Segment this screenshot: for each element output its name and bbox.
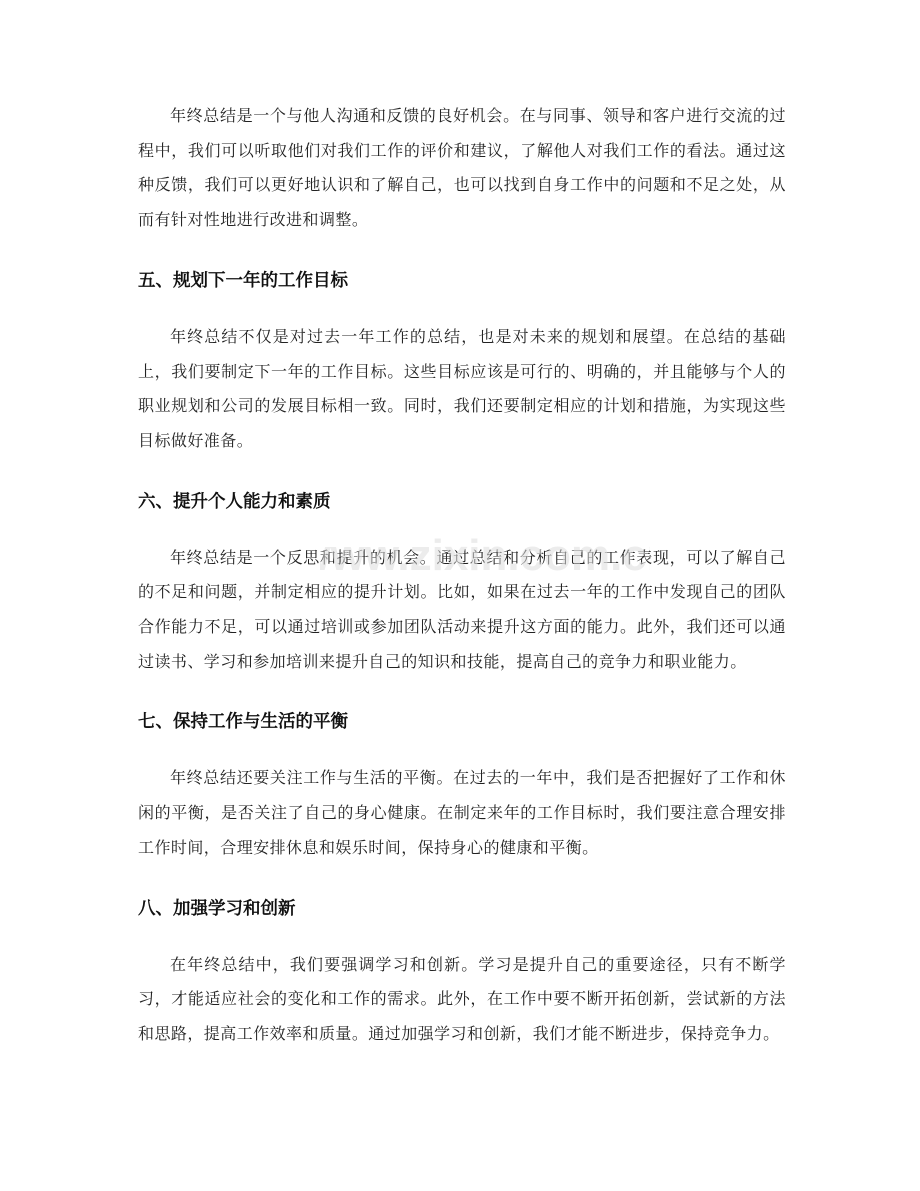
section-heading-8: 八、加强学习和创新 [138,898,296,919]
document-body [138,99,786,1052]
watermark-text: ww.zixin.com.c [330,531,647,580]
section-paragraph-5: 年终总结不仅是对过去一年工作的总结，也是对未来的规划和展望。在总结的基础上，我们要制定下一年的工作目标。这些目标应该是可行的、明确的，并且能够与个人的职业规划和公司的发展目标相一致。同时，我们还要制定相应的计划和措施，为实现这些目标做好准备。 [138,326,786,450]
section-paragraph-8: 在年终总结中，我们要强调学习和创新。学习是提升自己的重要途径，只有不断学习，才能适应社会的变化和工作的需求。此外，在工作中要不断开拓创新，尝试新的方法和思路，提高工作效率和质量。通过加强学习和创新，我们才能不断进步，保持竞争力。 [138,954,786,1043]
section-paragraph-7: 年终总结还要关注工作与生活的平衡。在过去的一年中，我们是否把握好了工作和休闲的平衡，是否关注了自己的身心健康。在制定来年的工作目标时，我们要注意合理安排工作时间，合理安排休息和娱乐时间，保持身心的健康和平衡。 [138,768,786,857]
section-heading-6: 六、提升个人能力和素质 [138,491,331,512]
intro-paragraph: 年终总结是一个与他人沟通和反馈的良好机会。在与同事、领导和客户进行交流的过程中，我们可以听取他们对我们工作的评价和建议，了解他人对我们工作的看法。通过这种反馈，我们可以更好地认识和了解自己，也可以找到自身工作中的问题和不足之处，从而有针对性地进行改进和调整。 [138,106,786,230]
section-heading-5: 五、规划下一年的工作目标 [138,270,348,291]
section-paragraph-6: 年终总结是一个反思和提升的机会。通过总结和分析自己的工作表现，可以了解自己的不足和问题，并制定相应的提升计划。比如，如果在过去一年的工作中发现自己的团队合作能力不足，可以通过培训或参加团队活动来提升这方面的能力。此外，我们还可以通过读书、学习和参加培训来提升自己的知识和技能，提高自己的竞争力和职业能力。 [138,547,786,671]
section-heading-7: 七、保持工作与生活的平衡 [138,712,348,733]
